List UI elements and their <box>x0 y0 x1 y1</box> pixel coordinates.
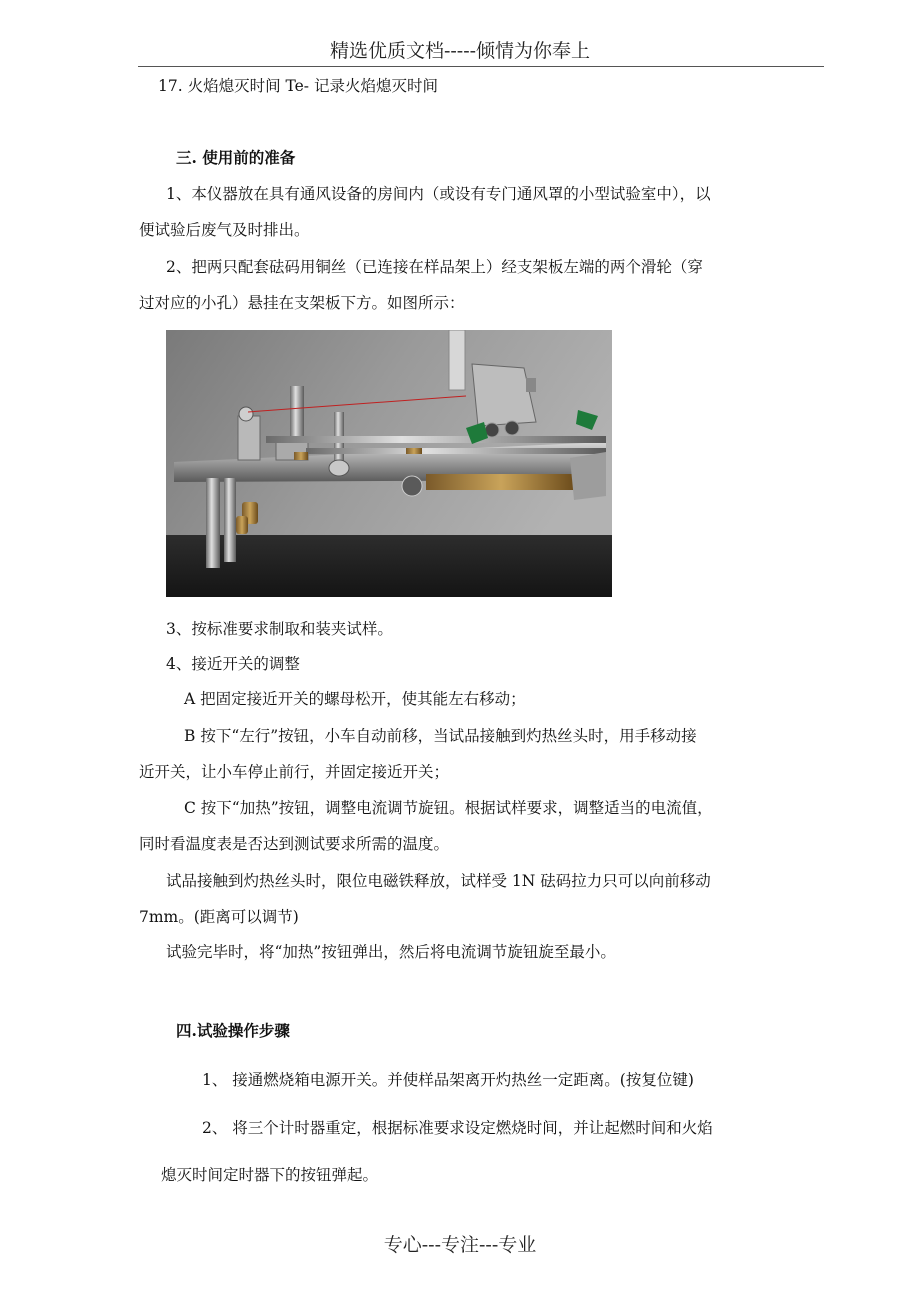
contact-note-line-1: 试品接触到灼热丝头时，限位电磁铁释放，试样受 1N 砝码拉力只可以向前移动 <box>166 872 711 890</box>
section-4-heading: 四.试验操作步骤 <box>176 1021 290 1040</box>
contact-note-line-2: 7mm。(距离可以调节) <box>139 908 299 926</box>
page-footer: 专心---专注---专业 <box>383 1234 537 1256</box>
paragraph-1-line-1: 1、本仪器放在具有通风设备的房间内（或设有专门通风罩的小型试验室中），以 <box>166 185 711 203</box>
finish-note: 试验完毕时，将“加热”按钮弹出，然后将电流调节旋钮旋至最小。 <box>166 943 616 961</box>
paragraph-1-line-2: 便试验后废气及时排出。 <box>139 221 310 239</box>
header-divider <box>138 66 824 67</box>
step-c-line-1: C 按下“加热”按钮，调整电流调节旋钮。根据试样要求，调整适当的电流值， <box>184 799 713 817</box>
step-b-line-1: B 按下“左行”按钮，小车自动前移，当试品接触到灼热丝头时，用手移动接 <box>184 727 697 745</box>
section-3-heading: 三. 使用前的准备 <box>176 148 296 167</box>
operation-step-1: 1、 接通燃烧箱电源开关。并使样品架离开灼热丝一定距离。(按复位键) <box>202 1071 694 1089</box>
paragraph-3: 3、按标准要求制取和装夹试样。 <box>166 620 393 638</box>
operation-step-2-line-1: 2、 将三个计时器重定，根据标准要求设定燃烧时间，并让起燃时间和火焰 <box>202 1119 713 1137</box>
apparatus-photo <box>166 330 612 597</box>
operation-step-2-line-2: 熄灭时间定时器下的按钮弹起。 <box>161 1166 379 1184</box>
step-b-line-2: 近开关，让小车停止前行，并固定接近开关； <box>139 763 450 781</box>
item-17: 17. 火焰熄灭时间 Te- 记录火焰熄灭时间 <box>158 77 438 95</box>
step-c-line-2: 同时看温度表是否达到测试要求所需的温度。 <box>139 835 450 853</box>
page-header: 精选优质文档-----倾情为你奉上 <box>329 40 591 62</box>
paragraph-4: 4、接近开关的调整 <box>166 655 300 673</box>
step-a: A 把固定接近开关的螺母松开，使其能左右移动； <box>184 690 526 708</box>
paragraph-2-line-2: 过对应的小孔）悬挂在支架板下方。如图所示： <box>139 294 465 312</box>
paragraph-2-line-1: 2、把两只配套砝码用铜丝（已连接在样品架上）经支架板左端的两个滑轮（穿 <box>166 258 703 276</box>
